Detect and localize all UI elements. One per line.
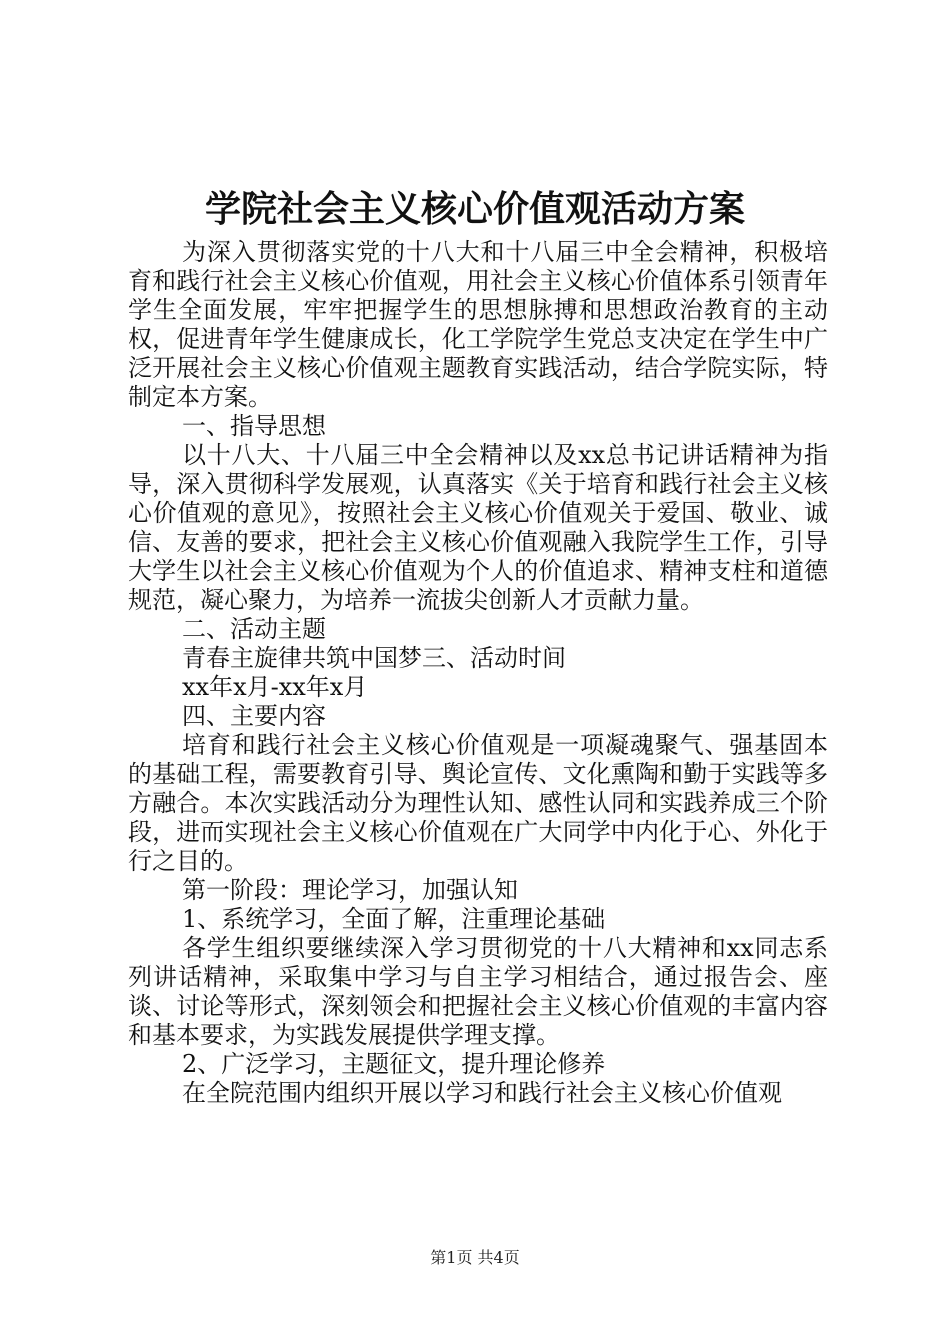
page-footer: 第1页 共4页 xyxy=(430,1248,520,1267)
heading-item-1: 1、系统学习，全面了解，注重理论基础 xyxy=(182,905,606,933)
paragraph-item-2: 在全院范围内组织开展以学习和践行社会主义核心价值观 xyxy=(182,1079,782,1107)
heading-guiding-thought: 一、指导思想 xyxy=(182,412,326,440)
paragraph-activity-time: xx年x月-xx年x月 xyxy=(182,673,368,701)
document-body xyxy=(128,238,828,1108)
paragraph-item-1: 各学生组织要继续深入学习贯彻党的十八大精神和xx同志系列讲话精神，采取集中学习与自主学习相结合，通过报告会、座谈、讨论等形式，深刻领会和把握社会主义核心价值观的丰富内容和基本要求，为实践发展提供学理支撑。 xyxy=(128,934,828,1049)
heading-stage-one: 第一阶段：理论学习，加强认知 xyxy=(182,876,518,904)
paragraph-activity-theme: 青春主旋律共筑中国梦三、活动时间 xyxy=(182,644,566,672)
paragraph-intro: 为深入贯彻落实党的十八大和十八届三中全会精神，积极培育和践行社会主义核心价值观，用社会主义核心价值体系引领青年学生全面发展，牢牢把握学生的思想脉搏和思想政治教育的主动权，促进青年学生健康成长，化工学院学生党总支决定在学生中广泛开展社会主义核心价值观主题教育实践活动，结合学院实际，特制定本方案。 xyxy=(128,238,828,411)
heading-activity-theme: 二、活动主题 xyxy=(182,615,326,643)
document-title: 学院社会主义核心价值观活动方案 xyxy=(204,188,745,230)
paragraph-guiding-thought: 以十八大、十八届三中全会精神以及xx总书记讲话精神为指导，深入贯彻科学发展观，认真落实《关于培育和践行社会主义核心价值观的意见》，按照社会主义核心价值观关于爱国、敬业、诚信、友善的要求，把社会主义核心价值观融入我院学生工作，引导大学生以社会主义核心价值观为个人的价值追求、精神支柱和道德规范，凝心聚力，为培养一流拔尖创新人才贡献力量。 xyxy=(128,441,828,614)
heading-main-content: 四、主要内容 xyxy=(182,702,326,730)
heading-item-2: 2、广泛学习，主题征文，提升理论修养 xyxy=(182,1050,606,1078)
paragraph-main-content: 培育和践行社会主义核心价值观是一项凝魂聚气、强基固本的基础工程，需要教育引导、舆论宣传、文化熏陶和勤于实践等多方融合。本次实践活动分为理性认知、感性认同和实践养成三个阶段，进而实现社会主义核心价值观在广大同学中内化于心、外化于行之目的。 xyxy=(128,731,828,875)
